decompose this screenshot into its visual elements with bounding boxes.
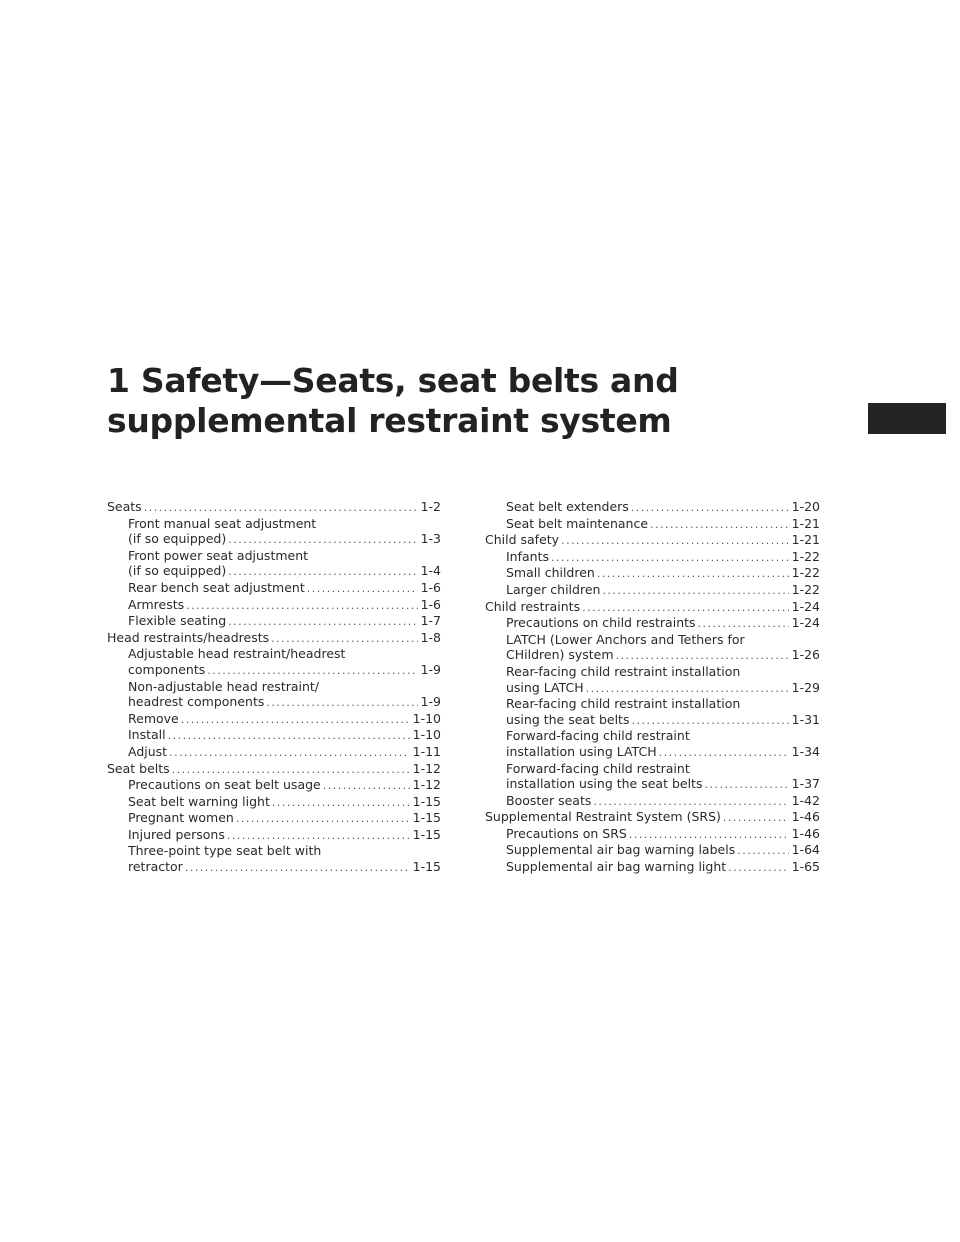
toc-entry-page-number: 1-4: [420, 563, 441, 579]
toc-entry-page-number: 1-37: [791, 776, 820, 792]
dot-leader: [631, 500, 789, 516]
toc-entry[interactable]: [107, 810, 441, 827]
toc-entry-page-number: 1-22: [791, 565, 820, 581]
dot-leader: [236, 811, 410, 827]
dot-leader: [172, 762, 410, 778]
dot-leader: [586, 681, 789, 697]
toc-entry-title: components: [128, 661, 206, 677]
toc-entry[interactable]: [107, 827, 441, 844]
dot-leader: [272, 795, 410, 811]
toc-entry[interactable]: [485, 728, 820, 760]
dot-leader: [728, 860, 788, 876]
toc-entry[interactable]: [485, 696, 820, 728]
toc-entry-title: Infants: [506, 548, 550, 564]
toc-left-column: [107, 499, 441, 876]
toc-entry-title: Seats: [107, 499, 142, 514]
dot-leader: [228, 532, 417, 548]
toc-entry-page-number: 1-10: [412, 710, 441, 726]
dot-leader: [704, 777, 788, 793]
toc-entry-title: Small children: [506, 565, 595, 581]
toc-entry[interactable]: [485, 549, 820, 566]
toc-entry-page-number: 1-10: [412, 727, 441, 743]
toc-entry-page-number: 1-6: [420, 596, 441, 612]
toc-entry-title: Seat belt extenders: [506, 499, 629, 514]
dot-leader: [181, 712, 410, 728]
toc-entry-title: Install: [128, 727, 166, 743]
toc-entry-page-number: 1-6: [420, 579, 441, 595]
toc-entry-title: Flexible seating: [128, 613, 227, 629]
toc-entry[interactable]: [485, 615, 820, 632]
toc-entry-title: Precautions on child restraints: [506, 615, 696, 631]
toc-entry-page-number: 1-15: [412, 859, 441, 875]
toc-entry-title: Child restraints: [485, 598, 581, 614]
chapter-title: [107, 361, 679, 441]
toc-entry-title: using LATCH: [506, 679, 584, 695]
toc-entry[interactable]: [485, 793, 820, 810]
dot-leader: [631, 713, 788, 729]
toc-entry-title: installation using the seat belts: [506, 776, 703, 792]
toc-entry-page-number: 1-8: [420, 629, 441, 645]
toc-entry[interactable]: [107, 613, 441, 630]
toc-entry-page-number: 1-22: [791, 548, 820, 564]
toc-entry[interactable]: [107, 516, 441, 548]
dot-leader: [228, 564, 417, 580]
toc-entry-page-number: 1-12: [412, 777, 441, 793]
toc-entry-page-number: 1-2: [420, 499, 441, 514]
toc-entry-title: (if so equipped): [128, 563, 227, 579]
chapter-title-line-1: 1 Safety—Seats, seat belts and: [107, 361, 679, 400]
toc-entry-title-first-line: Rear-facing child restraint installation: [506, 663, 741, 679]
toc-entry[interactable]: [485, 809, 820, 826]
toc-entry-page-number: 1-42: [791, 792, 820, 808]
toc-entry-page-number: 1-15: [412, 826, 441, 842]
toc-entry-page-number: 1-9: [420, 661, 441, 677]
dot-leader: [737, 843, 788, 859]
toc-entry[interactable]: [485, 842, 820, 859]
toc-entry-title: Seat belt warning light: [128, 793, 270, 809]
toc-entry[interactable]: [485, 516, 820, 533]
toc-entry-title: Seat belt maintenance: [506, 515, 649, 531]
toc-entry[interactable]: [107, 744, 441, 761]
dot-leader: [207, 663, 417, 679]
toc-entry[interactable]: [107, 499, 441, 516]
toc-entry-title: Remove: [128, 710, 179, 726]
toc-entry-page-number: 1-12: [412, 760, 441, 776]
toc-entry-title: headrest components: [128, 694, 265, 710]
dot-leader: [307, 581, 418, 597]
dot-leader: [169, 745, 410, 761]
toc-entry-title: Supplemental air bag warning labels: [506, 842, 736, 858]
dot-leader: [698, 616, 789, 632]
dot-leader: [659, 745, 789, 761]
toc-entry-page-number: 1-24: [791, 615, 820, 631]
toc-entry-page-number: 1-46: [791, 825, 820, 841]
dot-leader: [629, 827, 789, 843]
toc-entry[interactable]: [107, 761, 441, 778]
toc-entry-title: Injured persons: [128, 826, 225, 842]
toc-entry-title: installation using LATCH: [506, 743, 657, 759]
toc-entry[interactable]: [485, 632, 820, 664]
toc-entry-page-number: 1-26: [791, 647, 820, 663]
toc-entry-title: CHildren) system: [506, 647, 614, 663]
toc-entry[interactable]: [107, 597, 441, 614]
toc-entry[interactable]: [107, 548, 441, 580]
toc-entry-page-number: 1-24: [791, 598, 820, 614]
toc-entry[interactable]: [107, 580, 441, 597]
toc-entry-page-number: 1-11: [412, 743, 441, 759]
toc-entry-title: Rear bench seat adjustment: [128, 579, 305, 595]
toc-entry-title-first-line: Forward-facing child restraint: [506, 728, 690, 744]
toc-entry-title: Larger children: [506, 581, 601, 597]
toc-entry-title: (if so equipped): [128, 531, 227, 547]
toc-entry-title: Supplemental air bag warning light: [506, 859, 727, 875]
toc-entry-page-number: 1-34: [791, 743, 820, 759]
chapter-thumb-tab: [868, 403, 946, 434]
dot-leader: [186, 598, 417, 614]
toc-entry-title-first-line: Adjustable head restraint/headrest: [128, 646, 346, 662]
toc-entry[interactable]: [107, 843, 441, 875]
toc-entry-title: Precautions on SRS: [506, 825, 627, 841]
toc-entry-title: retractor: [128, 859, 183, 875]
toc-entry-page-number: 1-15: [412, 793, 441, 809]
toc-entry-title: Seat belts: [107, 760, 170, 776]
dot-leader: [144, 500, 418, 516]
toc-entry-page-number: 1-9: [420, 694, 441, 710]
toc-entry[interactable]: [107, 646, 441, 678]
toc-entry-title: Adjust: [128, 743, 168, 759]
toc-entry[interactable]: [107, 794, 441, 811]
dot-leader: [561, 533, 789, 549]
dot-leader: [582, 600, 789, 616]
dot-leader: [185, 860, 410, 876]
dot-leader: [616, 648, 789, 664]
dot-leader: [228, 614, 417, 630]
toc-entry-title-first-line: Forward-facing child restraint: [506, 760, 690, 776]
dot-leader: [551, 550, 789, 566]
toc-entry-page-number: 1-7: [420, 613, 441, 629]
dot-leader: [597, 566, 789, 582]
toc-entry-title-first-line: Three-point type seat belt with: [128, 843, 322, 859]
toc-entry-title-first-line: Non-adjustable head restraint/: [128, 678, 320, 694]
toc-entry[interactable]: [107, 777, 441, 794]
toc-entry-title-first-line: LATCH (Lower Anchors and Tethers for: [506, 631, 745, 647]
toc-entry[interactable]: [485, 826, 820, 843]
toc-entry-title: using the seat belts: [506, 711, 630, 727]
toc-entry-page-number: 1-65: [791, 859, 820, 875]
toc-entry[interactable]: [485, 859, 820, 876]
toc-entry-title: Pregnant women: [128, 810, 234, 826]
chapter-title-line-2: supplemental restraint system: [107, 401, 672, 440]
toc-entry-page-number: 1-46: [791, 809, 820, 825]
toc-entry[interactable]: [485, 532, 820, 549]
toc-entry[interactable]: [485, 499, 820, 516]
toc-entry-title: Precautions on seat belt usage: [128, 777, 321, 793]
toc-entry-title: Child safety: [485, 532, 560, 548]
dot-leader: [593, 794, 788, 810]
toc-entry[interactable]: [485, 761, 820, 793]
toc-entry-page-number: 1-21: [791, 515, 820, 531]
toc-entry-page-number: 1-15: [412, 810, 441, 826]
dot-leader: [650, 517, 789, 533]
toc-entry[interactable]: [485, 599, 820, 616]
toc-entry[interactable]: [485, 664, 820, 696]
toc-entry-title-first-line: Rear-facing child restraint installation: [506, 696, 741, 712]
dot-leader: [723, 810, 789, 826]
toc-entry-title: Booster seats: [506, 792, 592, 808]
dot-leader: [227, 828, 410, 844]
toc-entry[interactable]: [107, 679, 441, 711]
dot-leader: [323, 778, 410, 794]
toc-entry[interactable]: [485, 565, 820, 582]
toc-entry-page-number: 1-29: [791, 679, 820, 695]
toc-entry-page-number: 1-31: [791, 711, 820, 727]
toc-entry-title-first-line: Front manual seat adjustment: [128, 515, 317, 531]
toc-entry[interactable]: [485, 582, 820, 599]
dot-leader: [271, 631, 417, 647]
toc-entry-page-number: 1-20: [791, 499, 820, 514]
toc-entry-title: Armrests: [128, 596, 185, 612]
toc-entry-page-number: 1-22: [791, 581, 820, 597]
toc-entry-page-number: 1-21: [791, 532, 820, 548]
toc-entry[interactable]: [107, 630, 441, 647]
toc-entry[interactable]: [107, 727, 441, 744]
dot-leader: [266, 695, 417, 711]
toc-right-column: [485, 499, 820, 876]
toc-entry-title: Supplemental Restraint System (SRS): [485, 809, 721, 825]
dot-leader: [602, 583, 788, 599]
toc-entry-page-number: 1-3: [420, 531, 441, 547]
toc-entry-page-number: 1-64: [791, 842, 820, 858]
toc-entry-title: Head restraints/headrests: [107, 629, 270, 645]
toc-entry-title-first-line: Front power seat adjustment: [128, 547, 309, 563]
dot-leader: [168, 728, 410, 744]
toc-entry[interactable]: [107, 711, 441, 728]
